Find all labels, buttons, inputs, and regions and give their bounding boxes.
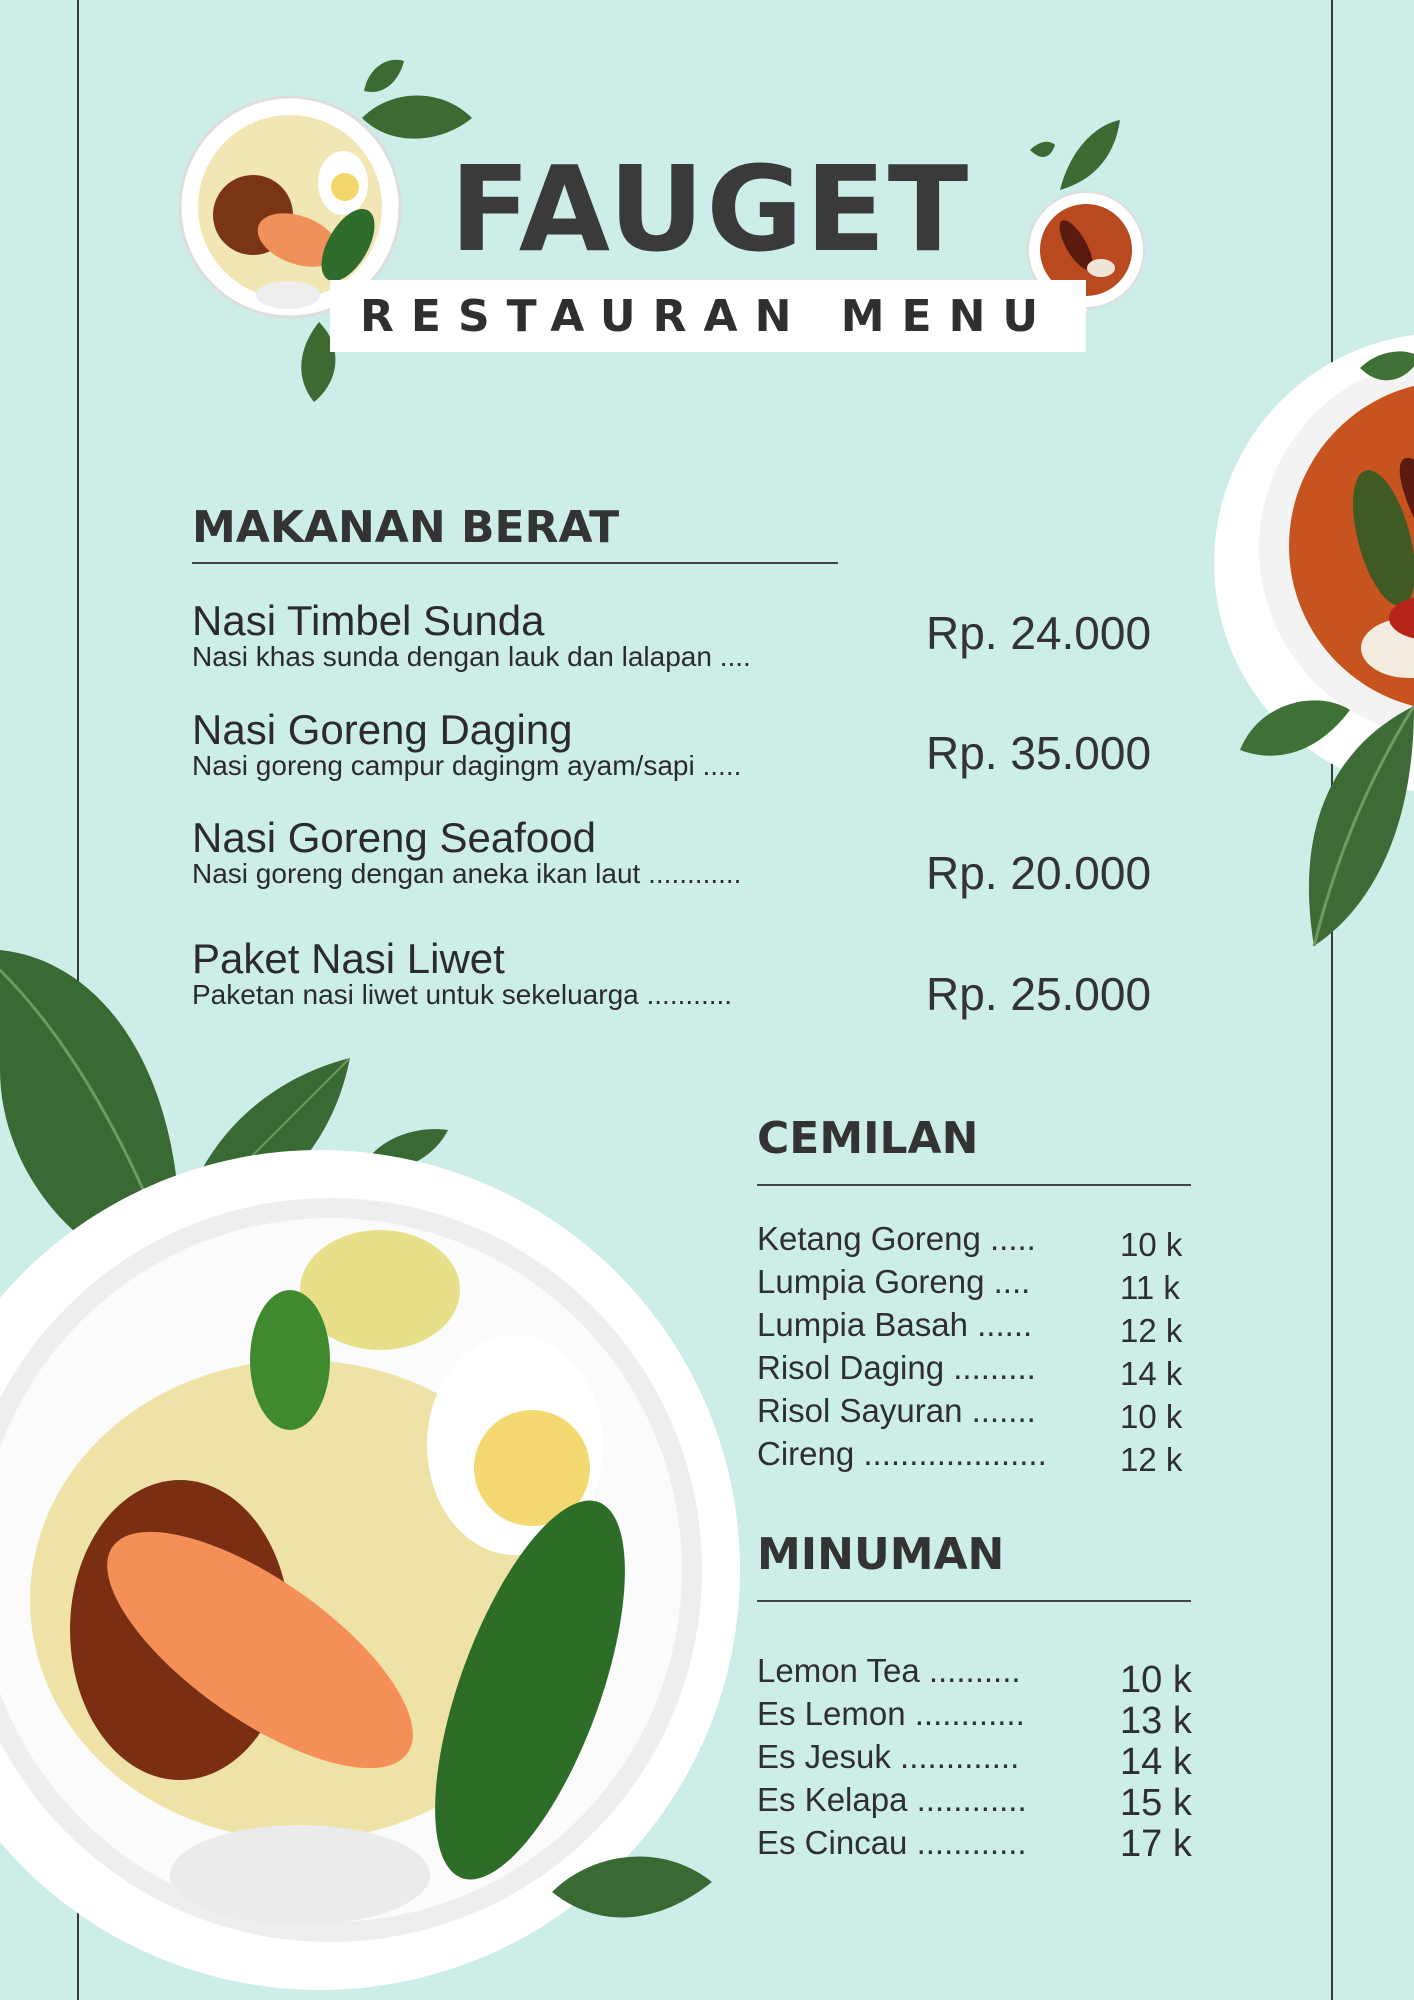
- snack-item-name: Lumpia Basah ......: [757, 1306, 1033, 1343]
- snack-item-name: Cireng ....................: [757, 1435, 1047, 1472]
- menu-item-name: Nasi Goreng Seafood: [192, 814, 596, 861]
- section-rule-snacks: [757, 1184, 1191, 1186]
- leaf-header-left-top: [362, 88, 472, 148]
- menu-item-description: Nasi khas sunda dengan lauk dan lalapan ....: [192, 641, 751, 672]
- drink-item-name: Es Kelapa ............: [757, 1781, 1027, 1818]
- menu-item-price: Rp. 35.000: [926, 727, 1152, 779]
- snack-item-price: 14 k: [1120, 1355, 1183, 1392]
- right-frame-line: [1331, 0, 1333, 2000]
- menu-item-description: Nasi goreng campur dagingm ayam/sapi .....: [192, 750, 742, 781]
- menu-item-description: Paketan nasi liwet untuk sekeluarga ...........: [192, 979, 733, 1010]
- leaf-right-small: [1240, 690, 1350, 760]
- snack-item-price: 10 k: [1120, 1226, 1183, 1263]
- leaf-header-right: [1030, 120, 1120, 190]
- drink-item-name: Lemon Tea ..........: [757, 1652, 1021, 1689]
- snack-item-price: 12 k: [1120, 1441, 1183, 1478]
- menu-item-price: Rp. 25.000: [926, 968, 1152, 1020]
- menu-item-name: Nasi Timbel Sunda: [192, 597, 545, 644]
- menu-item-price: Rp. 24.000: [926, 607, 1152, 659]
- snack-item-price: 10 k: [1120, 1398, 1183, 1435]
- drink-item-price: 10 k: [1120, 1659, 1192, 1701]
- snack-item-name: Ketang Goreng .....: [757, 1220, 1036, 1257]
- drink-item-name: Es Jesuk .............: [757, 1738, 1020, 1775]
- menu-item-price: Rp. 20.000: [926, 847, 1152, 899]
- snack-item-price: 12 k: [1120, 1312, 1183, 1349]
- snack-item-price: 11 k: [1120, 1269, 1180, 1306]
- drink-item-price: 15 k: [1120, 1782, 1192, 1824]
- drink-item-price: 14 k: [1120, 1741, 1192, 1783]
- leaf-right-top: [1360, 348, 1414, 388]
- drink-item-price: 13 k: [1120, 1700, 1192, 1742]
- section-rule-heavy: [192, 562, 838, 564]
- menu-item-name: Paket Nasi Liwet: [192, 935, 505, 982]
- section-heading-drinks: MINUMAN: [757, 1529, 1005, 1580]
- leaf-bottom-center: [552, 1842, 712, 1932]
- drink-item-price: 17 k: [1120, 1823, 1192, 1865]
- menu-item-name: Nasi Goreng Daging: [192, 706, 573, 753]
- snack-item-name: Risol Sayuran .......: [757, 1392, 1036, 1429]
- section-rule-drinks: [757, 1600, 1191, 1602]
- drink-item-name: Es Cincau ............: [757, 1824, 1027, 1861]
- section-heading-snacks: CEMILAN: [757, 1113, 979, 1164]
- drink-item-name: Es Lemon ............: [757, 1695, 1025, 1732]
- menu-item-description: Nasi goreng dengan aneka ikan laut ............: [192, 858, 742, 889]
- snack-item-name: Risol Daging .........: [757, 1349, 1036, 1386]
- restaurant-subtitle: RESTAURAN MENU: [360, 291, 1056, 342]
- leaf-header-left-tiny: [364, 56, 404, 96]
- snack-item-name: Lumpia Goreng ....: [757, 1263, 1031, 1300]
- restaurant-title: FAUGET: [449, 140, 971, 278]
- section-heading-heavy: MAKANAN BERAT: [192, 502, 620, 553]
